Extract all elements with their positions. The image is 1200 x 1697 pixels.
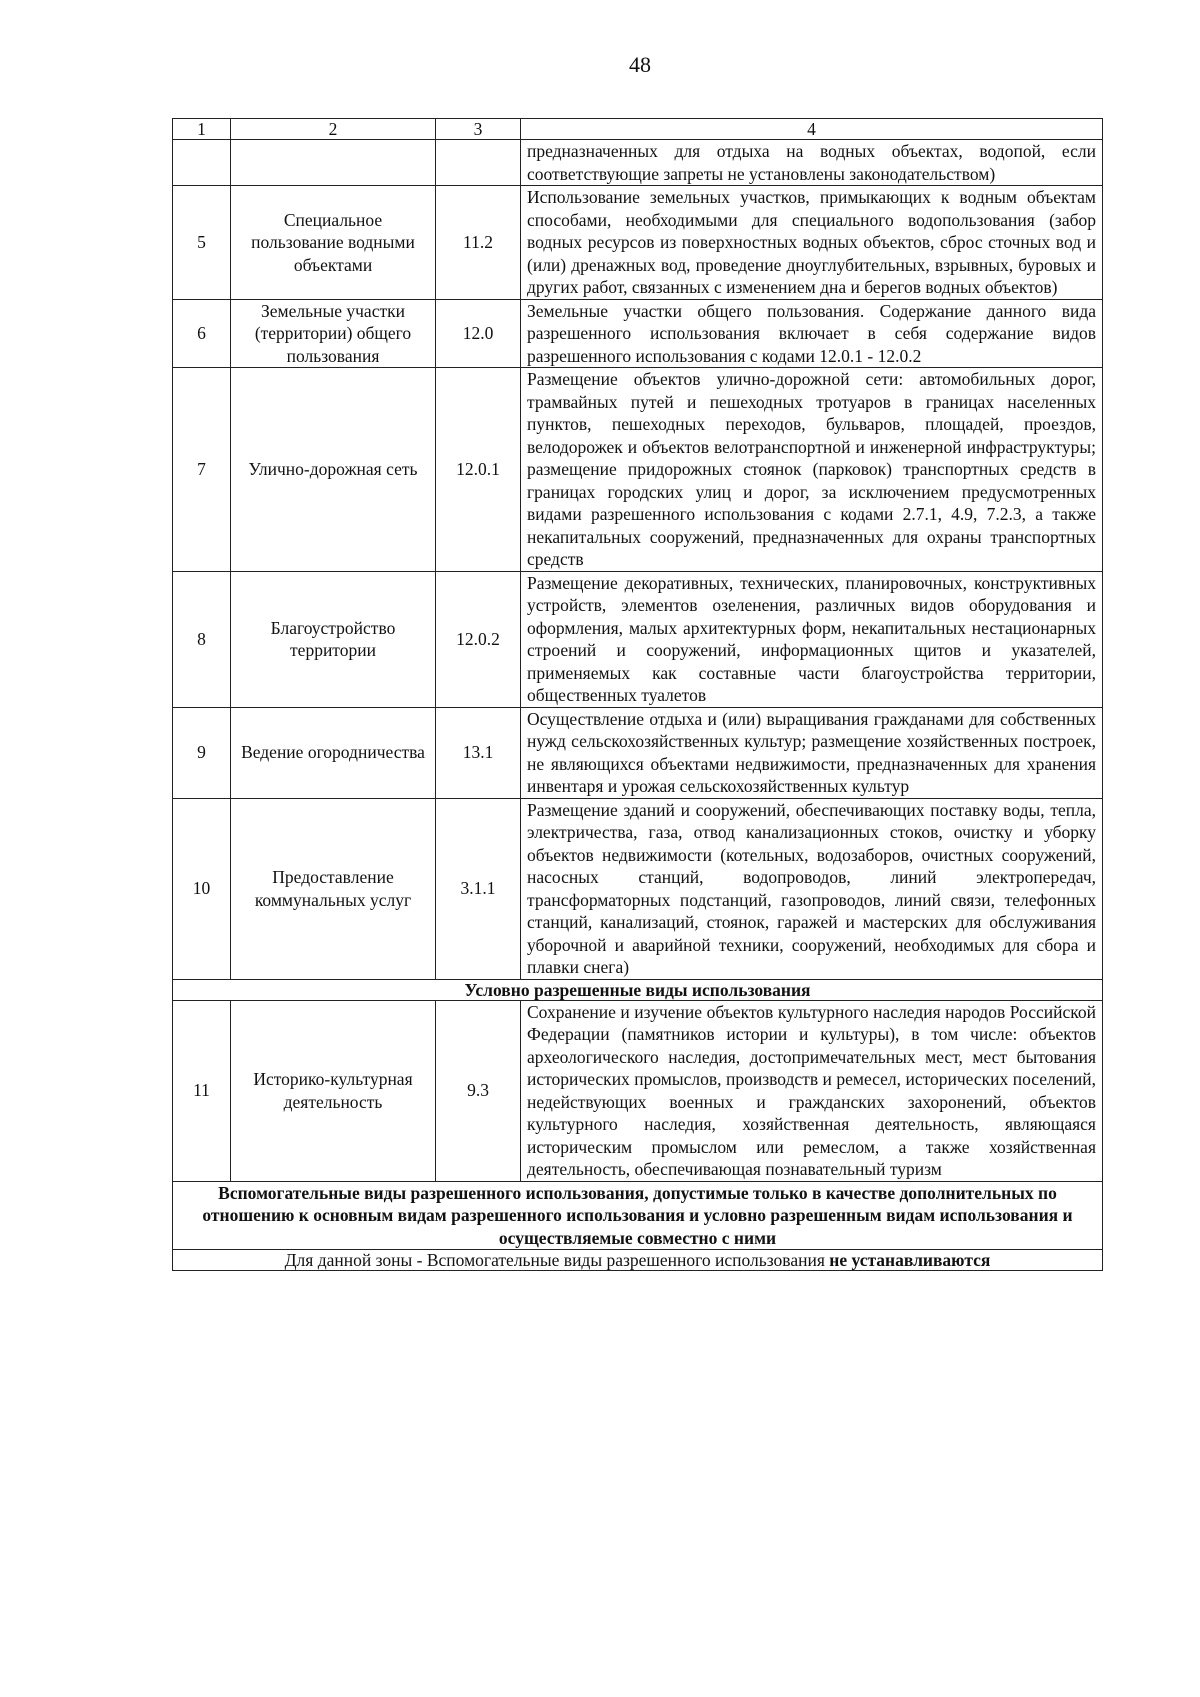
zone-note-prefix: Для данной зоны - Вспомогательные виды разрешенного использования (284, 1250, 825, 1270)
section-heading-conditional (173, 979, 1103, 1000)
desc-cell: Размещение декоративных, технических, планировочных, конструктивных устройств, элементов озеленения, различных видов оборудования и оформления, малых архитектурных форм, некапитальных нестационарных строений и сооружений, информационных щитов и указателей, применяемых как составные части благоустройства территории, общественных туалетов (521, 571, 1103, 707)
code-cell: 9.3 (436, 1000, 521, 1181)
code-cell (436, 140, 521, 186)
code-cell: 11.2 (436, 186, 521, 300)
table-row (173, 368, 1103, 572)
name-cell: Земельные участки (территории) общего пользования (231, 299, 436, 368)
section-heading-text: Условно разрешенные виды использования (173, 979, 1103, 1000)
table-header-row (173, 119, 1103, 140)
zone-note-emphasis: не устанавливаются (829, 1250, 991, 1270)
table-row (173, 186, 1103, 300)
header-cell-4: 4 (521, 119, 1103, 140)
desc-cell: Сохранение и изучение объектов культурного наследия народов Российской Федерации (памятников истории и культуры), в том числе: объектов археологического наследия, достопримечательных мест, мест бытования исторических промыслов, производств и ремесел, исторических поселений, недействующих военных и гражданских захоронений, объектов культурного наследия, хозяйственная деятельность, являющаяся историческим промыслом или ремеслом, а также хозяйственная деятельность, обеспечивающая познавательный туризм (521, 1000, 1103, 1181)
num-cell: 5 (173, 186, 231, 300)
page-number: 48 (629, 52, 651, 77)
num-cell: 11 (173, 1000, 231, 1181)
code-cell: 3.1.1 (436, 798, 521, 979)
zone-note-row (173, 1250, 1103, 1271)
desc-cell: Использование земельных участков, примыкающих к водным объектам способами, необходимыми для специального водопользования (забор водных ресурсов из поверхностных водных объектов, сброс сточных вод и (или) дренажных вод, проведение дноуглубительных, взрывных, буровых и других работ, связанных с изменением дна и берегов водных объектов) (521, 186, 1103, 300)
table-row (173, 1000, 1103, 1181)
table-row (173, 707, 1103, 798)
num-cell: 9 (173, 707, 231, 798)
name-cell: Ведение огородничества (231, 707, 436, 798)
num-cell: 7 (173, 368, 231, 572)
header-cell-2: 2 (231, 119, 436, 140)
code-cell: 13.1 (436, 707, 521, 798)
code-cell: 12.0.2 (436, 571, 521, 707)
desc-cell: Размещение объектов улично-дорожной сети: автомобильных дорог, трамвайных путей и пешеходных тротуаров в границах населенных пунктов, пешеходных переходов, бульваров, площадей, проездов, велодорожек и объектов велотранспортной и инженерной инфраструктуры; размещение придорожных стоянок (парковок) транспортных средств в границах городских улиц и дорог, за исключением предусмотренных видами разрешенного использования с кодами 2.7.1, 4.9, 7.2.3, а также некапитальных сооружений, предназначенных для охраны транспортных средств (521, 368, 1103, 572)
desc-cell: Размещение зданий и сооружений, обеспечивающих поставку воды, тепла, электричества, газа, отвод канализационных стоков, очистку и уборку объектов недвижимости (котельных, водозаборов, очистных сооружений, насосных станций, водопроводов, линий электропередач, трансформаторных подстанций, газопроводов, линий связи, телефонных станций, канализаций, стоянок, гаражей и мастерских для обслуживания уборочной и аварийной техники, сооружений, необходимых для сбора и плавки снега) (521, 798, 1103, 979)
header-cell-1: 1 (173, 119, 231, 140)
section-heading-auxiliary (173, 1181, 1103, 1250)
code-cell: 12.0.1 (436, 368, 521, 572)
num-cell: 8 (173, 571, 231, 707)
name-cell: Специальное пользование водными объектами (231, 186, 436, 300)
num-cell (173, 140, 231, 186)
code-cell: 12.0 (436, 299, 521, 368)
desc-cell: Земельные участки общего пользования. Содержание данного вида разрешенного использования включает в себя содержание видов разрешенного использования с кодами 12.0.1 - 12.0.2 (521, 299, 1103, 368)
table-row (173, 571, 1103, 707)
header-cell-3: 3 (436, 119, 521, 140)
name-cell: Историко-культурная деятельность (231, 1000, 436, 1181)
num-cell: 6 (173, 299, 231, 368)
desc-cell: Осуществление отдыха и (или) выращивания гражданами для собственных нужд сельскохозяйственных культур; размещение хозяйственных построек, не являющихся объектами недвижимости, предназначенных для хранения инвентаря и урожая сельскохозяйственных культур (521, 707, 1103, 798)
desc-cell: предназначенных для отдыха на водных объектах, водопой, если соответствующие запреты не установлены законодательством) (521, 140, 1103, 186)
name-cell: Предоставление коммунальных услуг (231, 798, 436, 979)
section-heading-text: Вспомогательные виды разрешенного использования, допустимые только в качестве дополнительных по отношению к основным видам разрешенного использования и условно разрешенным видам использования и осуществляемые совместно с ними (173, 1181, 1103, 1250)
table-row-continuation (173, 140, 1103, 186)
num-cell: 10 (173, 798, 231, 979)
table-row (173, 299, 1103, 368)
name-cell (231, 140, 436, 186)
name-cell: Улично-дорожная сеть (231, 368, 436, 572)
name-cell: Благоустройство территории (231, 571, 436, 707)
zone-note (173, 1250, 1103, 1271)
table-row (173, 798, 1103, 979)
land-use-table (172, 118, 1103, 1271)
